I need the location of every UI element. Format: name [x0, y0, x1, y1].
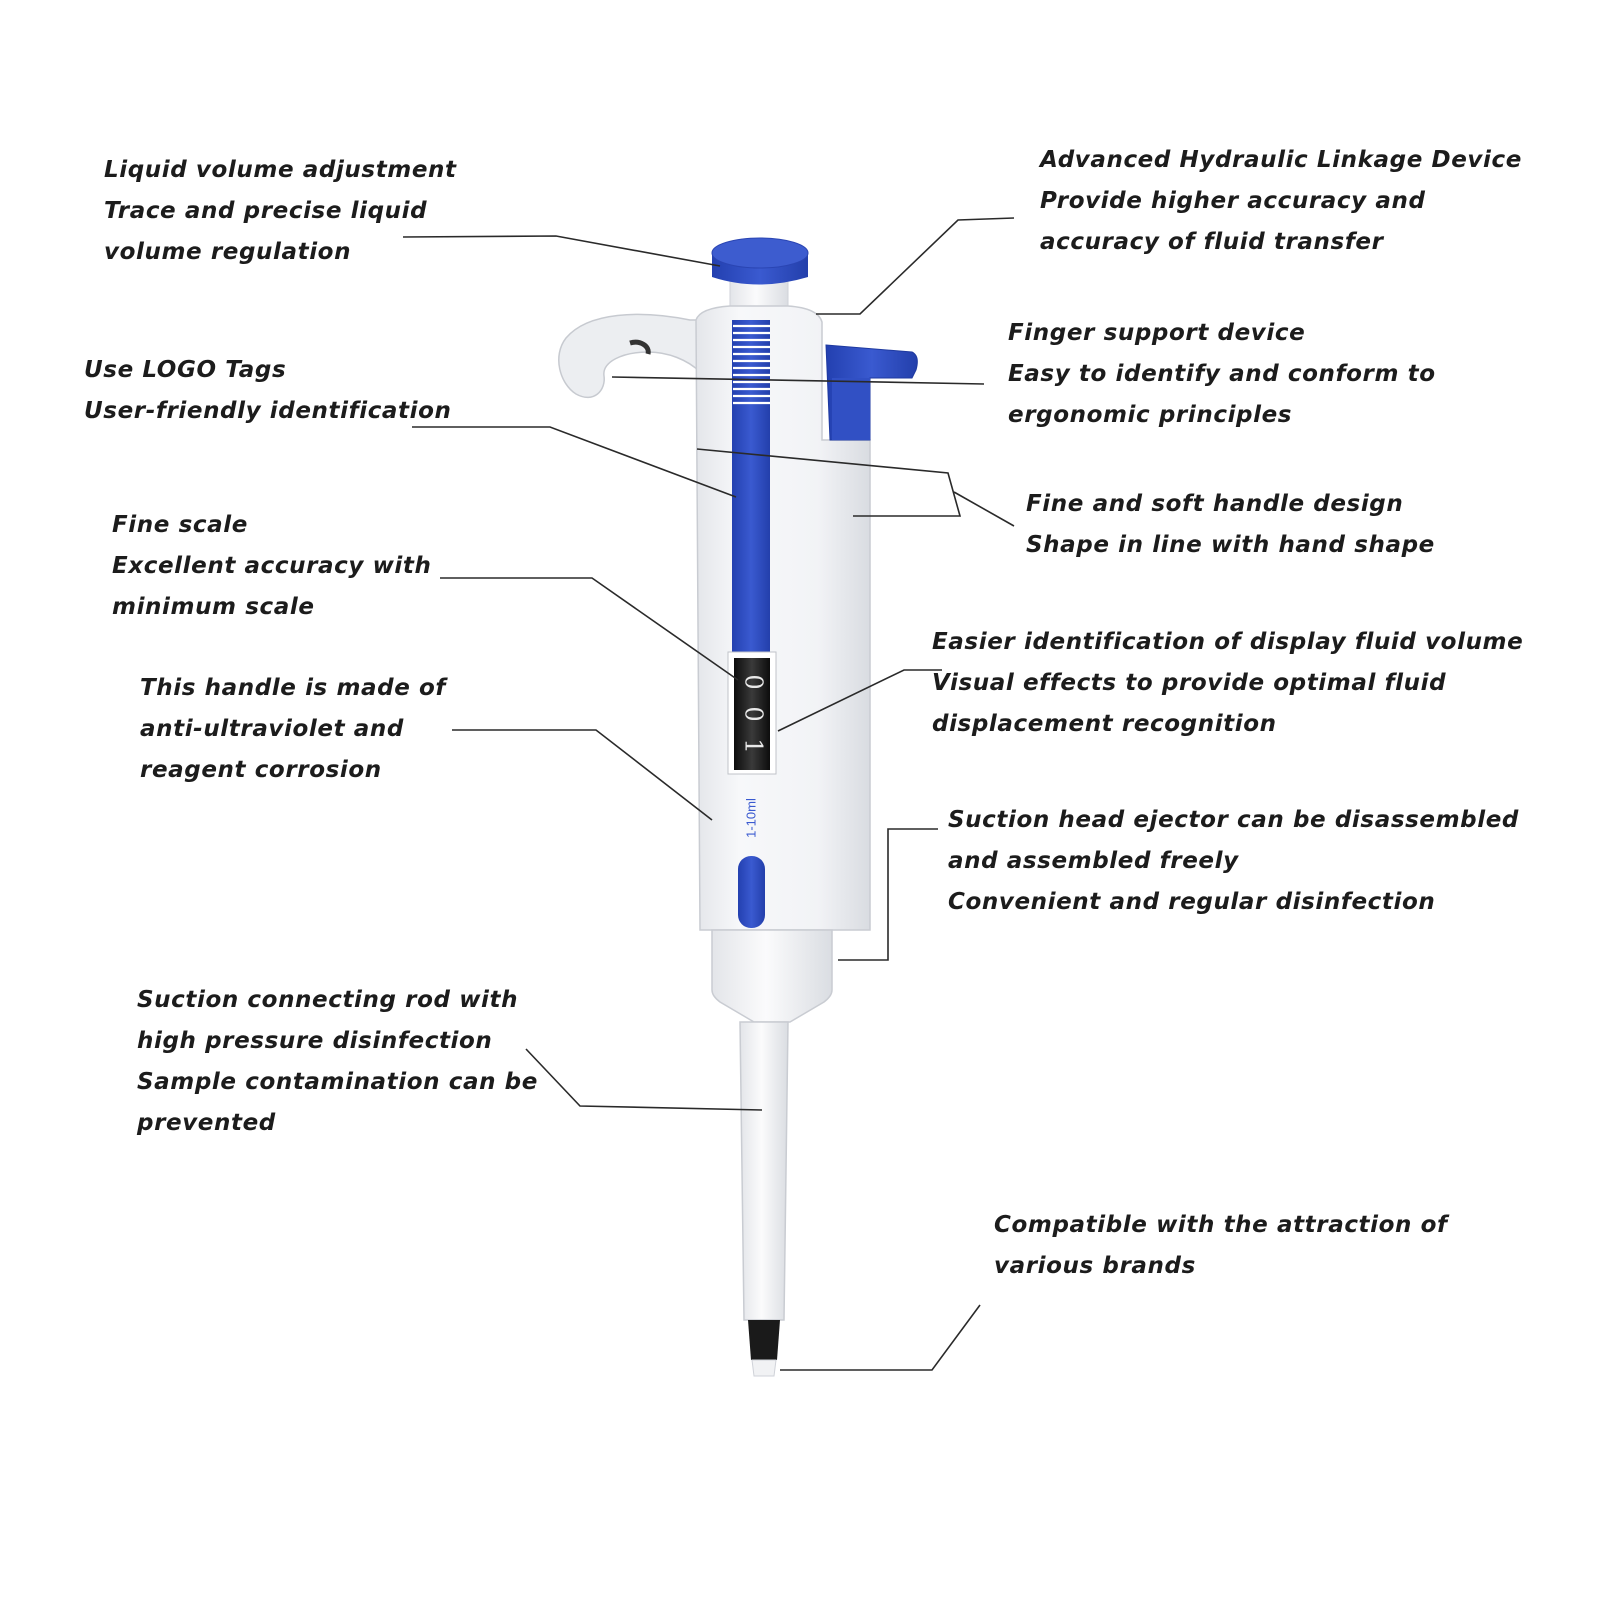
- range-label: 1-10ml: [743, 798, 759, 838]
- leader-handle-design-tail: [954, 492, 1014, 526]
- callout-compatible-tips: [994, 1205, 1448, 1287]
- finger-hook: [559, 314, 700, 397]
- callout-hydraulic-linkage: [1040, 140, 1522, 263]
- callout-line: Sample contamination can be: [137, 1069, 538, 1095]
- callout-line: Liquid volume adjustment: [104, 157, 457, 183]
- callout-line: accuracy of fluid transfer: [1040, 229, 1384, 255]
- leader-compatible-tips: [780, 1305, 980, 1370]
- callout-handle-design: [1026, 484, 1435, 566]
- leader-fine-scale: [440, 578, 738, 680]
- callout-line: volume regulation: [104, 239, 352, 265]
- callout-volume-adjustment: [104, 150, 457, 273]
- callout-line: reagent corrosion: [140, 757, 382, 783]
- callout-line: Compatible with the attraction of: [994, 1212, 1448, 1238]
- callout-line: This handle is made of: [140, 675, 447, 701]
- counter-digit-2: 0: [739, 706, 768, 722]
- leader-connecting-rod: [526, 1049, 762, 1110]
- leader-hydraulic-linkage: [816, 218, 1014, 314]
- callout-line: Provide higher accuracy and: [1040, 188, 1426, 214]
- callout-line: anti-ultraviolet and: [140, 716, 404, 742]
- grip-pill: [738, 856, 765, 928]
- callout-line: Finger support device: [1008, 320, 1306, 346]
- callout-logo-tags: [84, 350, 452, 432]
- volume-knob-top: [712, 238, 808, 268]
- callout-line: minimum scale: [112, 594, 315, 620]
- callout-line: User-friendly identification: [84, 398, 452, 424]
- callout-line: Easier identification of display fluid volume: [932, 629, 1524, 655]
- callout-line: Advanced Hydraulic Linkage Device: [1040, 147, 1522, 173]
- counter-digit-3: 1: [739, 738, 768, 754]
- callout-connecting-rod: [137, 980, 538, 1144]
- callout-line: Excellent accuracy with: [112, 553, 432, 579]
- callout-line: Easy to identify and conform to: [1008, 361, 1436, 387]
- callout-line: ergonomic principles: [1008, 402, 1293, 428]
- callout-line: and assembled freely: [948, 848, 1239, 874]
- callout-line: Trace and precise liquid: [104, 198, 428, 224]
- callout-line: Visual effects to provide optimal fluid: [932, 670, 1447, 696]
- callout-finger-support: [1008, 313, 1436, 436]
- scale-stripe: [732, 320, 770, 652]
- callout-line: Shape in line with hand shape: [1026, 532, 1435, 558]
- callout-line: various brands: [994, 1253, 1196, 1279]
- callout-line: Fine and soft handle design: [1026, 491, 1404, 517]
- callout-fine-scale: [112, 505, 431, 628]
- pipette-illustration: [559, 238, 918, 1376]
- callout-handle-material: [140, 668, 446, 791]
- callout-line: high pressure disinfection: [137, 1028, 493, 1054]
- callout-line: displacement recognition: [932, 711, 1277, 737]
- callout-line: prevented: [137, 1110, 276, 1136]
- callout-line: Use LOGO Tags: [84, 357, 287, 383]
- callout-line: Suction connecting rod with: [137, 987, 519, 1013]
- tip-cone: [748, 1320, 780, 1360]
- callout-tip-ejector: [948, 800, 1519, 923]
- callout-line: Convenient and regular disinfection: [948, 889, 1436, 915]
- leader-handle-material: [452, 730, 712, 820]
- leader-logo-tags: [412, 427, 736, 497]
- tip-end: [752, 1360, 776, 1376]
- tip-shaft: [740, 1022, 788, 1320]
- counter-digit-1: 0: [739, 674, 768, 690]
- callout-line: Fine scale: [112, 512, 248, 538]
- ejector-sleeve: [712, 930, 832, 1022]
- callout-display-volume: [932, 622, 1523, 745]
- callout-line: Suction head ejector can be disassembled: [948, 807, 1519, 833]
